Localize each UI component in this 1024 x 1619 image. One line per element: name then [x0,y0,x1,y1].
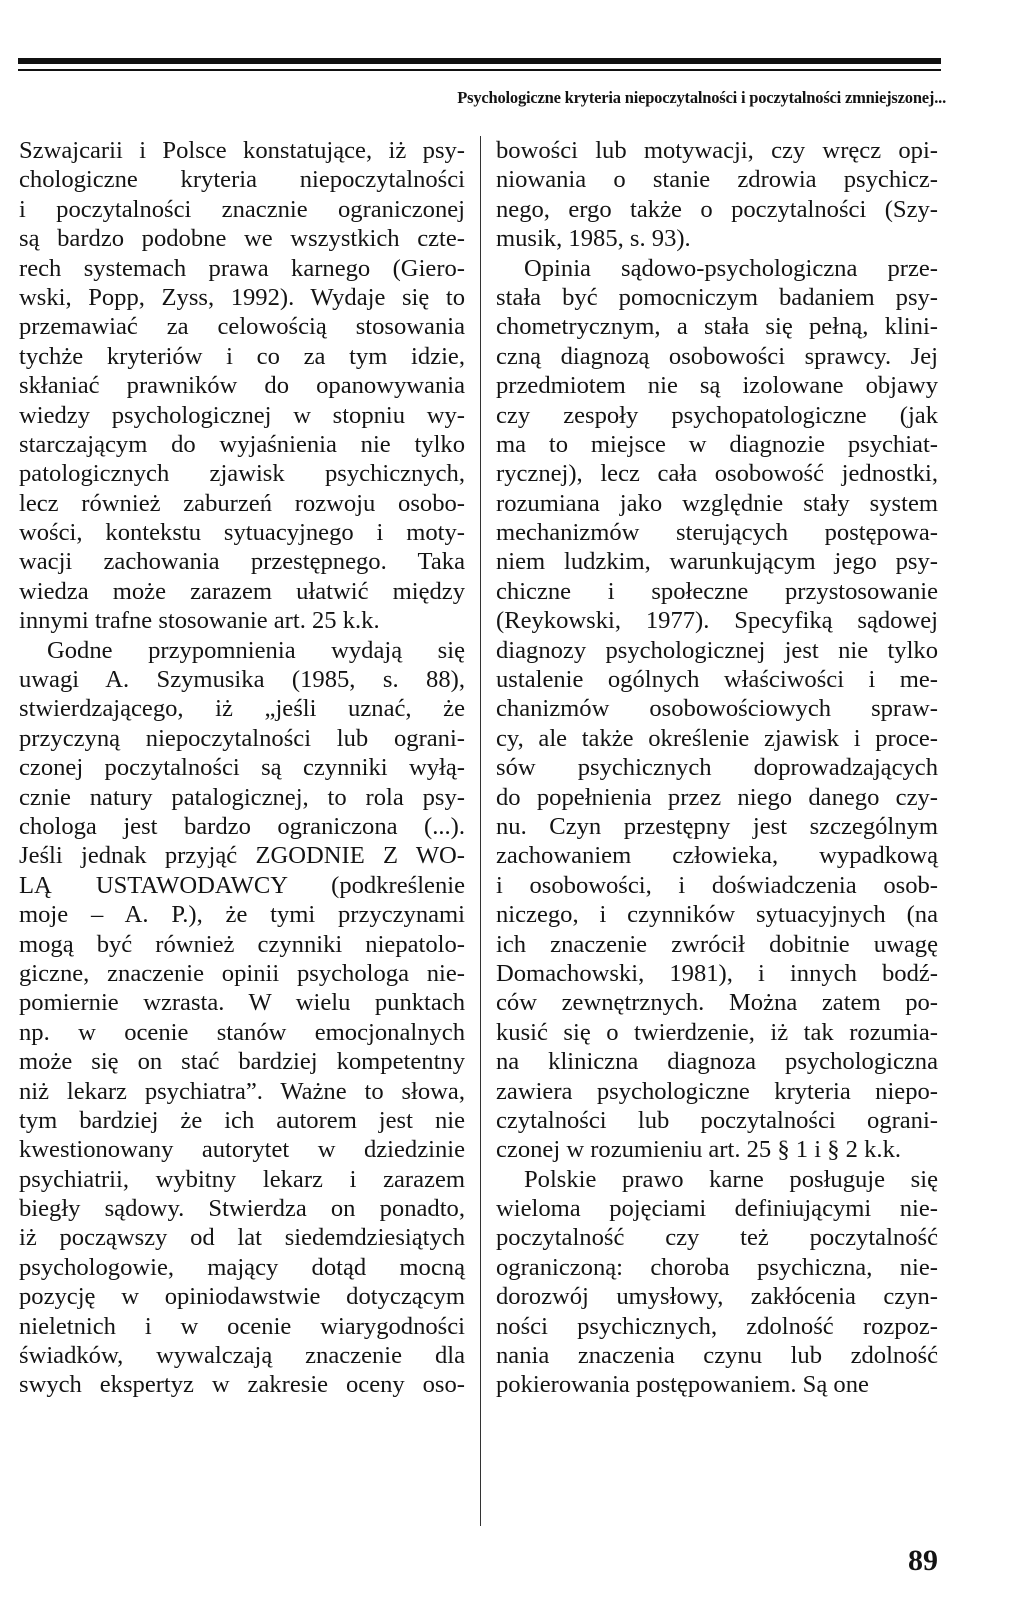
text-line: bowości lub motywacji, czy wręcz opi- [496,137,938,164]
text-line: nania znaczenia czynu lub zdolność [496,1342,938,1370]
text-line: Jeśli jednak przyjąć ZGODNIE Z WO- [19,842,465,870]
text-line: cy, ale także określenie zjawisk i proce- [496,724,938,752]
text-line: wacji zachowania przestępnego. Taka [19,548,465,576]
text-line: wiedza może zarazem ułatwić między [19,577,465,605]
text-line: sów psychicznych doprowadzających [496,754,938,782]
text-line: świadków, wywalczają znaczenie dla [19,1342,465,1370]
text-line: ma to miejsce w diagnozie psychiat- [496,430,938,458]
text-line: niczego, i czynników sytuacyjnych (na [496,901,938,929]
text-line: tym bardziej że ich autorem jest nie [19,1106,465,1134]
text-line: np. w ocenie stanów emocjonalnych [19,1018,465,1046]
text-line: i poczytalności znacznie ograniczonej [19,195,465,223]
text-line: Godne przypomnienia wydają się [47,636,465,664]
text-line: może się on stać bardziej kompetentny [19,1048,465,1076]
text-line: pozycję w opiniodawstwie dotyczącym [19,1283,465,1311]
text-line: mogą być również czynniki niepatolo- [19,930,465,958]
text-line: lecz również zaburzeń rozwoju osobo- [19,489,465,517]
text-line: Szwajcarii i Polsce konstatujące, iż psy- [19,137,465,164]
text-line: nieletnich i w ocenie wiarygodności [19,1312,465,1340]
text-line: innymi trafne stosowanie art. 25 k.k. [19,607,380,635]
text-line: rozumiana jako względnie stały system [496,489,938,517]
text-line: niowania o stanie zdrowia psychicz- [496,166,938,194]
text-line: na kliniczna diagnoza psychologiczna [496,1048,938,1076]
text-line: Polskie prawo karne posługuje się [524,1165,938,1193]
text-line: ograniczoną: choroba psychiczna, nie- [496,1253,938,1281]
left-column [19,136,465,1400]
text-line: wiedzy psychologicznej w stopniu wy- [19,401,465,429]
text-line: i osobowości, i doświadczenia osob- [496,871,938,899]
text-line: niż lekarz psychiatra”. Ważne to słowa, [19,1077,465,1105]
text-line: giczne, znaczenie opinii psychologa nie- [19,959,465,987]
text-line: przedmiotem nie są izolowane objawy [496,372,938,400]
text-line: przemawiać za celowością stosowania [19,313,465,341]
text-line: do popełnienia przez niego danego czy- [496,783,938,811]
text-line: stała być pomocniczym badaniem psy- [496,283,938,311]
text-line: chiczne i społeczne przystosowanie [496,577,938,605]
text-line: psychologowie, mający dotąd mocną [19,1253,465,1281]
text-line: iż począwszy od lat siedemdziesiątych [19,1224,465,1252]
text-line: patologicznych zjawisk psychicznych, [19,460,465,488]
header-rule-thin [18,69,941,71]
text-line: ności psychicznych, zdolność rozpoz- [496,1312,938,1340]
text-line: chologiczne kryteria niepoczytalności [19,166,465,194]
header-rule-thick [18,58,941,64]
text-line: swych ekspertyz w zakresie oceny oso- [19,1371,465,1399]
text-line: moje – A. P.), że tymi przyczynami [19,901,465,929]
text-line: starczającym do wyjaśnienia nie tylko [19,430,465,458]
text-line: wieloma pojęciami definiującymi nie- [496,1195,938,1223]
text-line: uwagi A. Szymusika (1985, s. 88), [19,666,465,694]
text-line: (Reykowski, 1977). Specyfiką sądowej [496,607,938,635]
text-line: ustalenie ogólnych właściwości i me- [496,666,938,694]
text-line: czy zespoły psychopatologiczne (jak [496,401,938,429]
text-line: tychże kryteriów i co za tym idzie, [19,342,465,370]
text-line: ich znaczenie zwrócił dobitnie uwagę [496,930,938,958]
column-divider [480,136,481,1526]
text-line: pomiernie wzrasta. W wielu punktach [19,989,465,1017]
text-line: niem ludzkim, warunkującym jego psy- [496,548,938,576]
text-line: kusić się o twierdzenie, iż tak rozumia- [496,1018,938,1046]
text-line: czonej poczytalności są czynniki wyłą- [19,754,465,782]
text-line: chanizmów osobowościowych spraw- [496,695,938,723]
right-column [496,136,938,1400]
text-line: cznie natury patalogicznej, to rola psy- [19,783,465,811]
text-line: musik, 1985, s. 93). [496,225,691,253]
running-head: Psychologiczne kryteria niepoczytalności i poczytalności zmniejszonej... [457,88,946,107]
text-line: poczytalność czy też poczytalność [496,1224,938,1252]
text-line: biegły sądowy. Stwierdza on ponadto, [19,1195,465,1223]
text-line: są bardzo podobne we wszystkich czte- [19,225,465,253]
text-line: nu. Czyn przestępny jest szczególnym [496,812,938,840]
text-line: kwestionowany autorytet w dziedzinie [19,1136,465,1164]
text-line: mechanizmów sterujących postępowa- [496,519,938,547]
text-line: czonej w rozumieniu art. 25 § 1 i § 2 k.k. [496,1136,902,1164]
text-line: skłaniać prawników do opanowywania [19,372,465,400]
text-line: wości, kontekstu sytuacyjnego i moty- [19,519,465,547]
text-line: Domachowski, 1981), i innych bodź- [496,959,938,987]
text-line: chometrycznym, a stała się pełną, klini- [496,313,938,341]
text-line: stwierdzającego, iż „jeśli uznać, że [19,695,465,723]
text-line: pokierowania postępowaniem. Są one [496,1371,869,1399]
text-line: psychiatrii, wybitny lekarz i zarazem [19,1165,465,1193]
text-line: diagnozy psychologicznej jest nie tylko [496,636,938,664]
text-line: zawiera psychologiczne kryteria niepo- [496,1077,938,1105]
text-line: rycznej), lecz cała osobowość jednostki, [496,460,938,488]
page-number: 89 [908,1544,938,1577]
text-line: dorozwój umysłowy, zakłócenia czyn- [496,1283,938,1311]
text-line: rech systemach prawa karnego (Giero- [19,254,465,282]
text-line: LĄ USTAWODAWCY (podkreślenie [19,871,465,899]
text-line: przyczyną niepoczytalności lub ograni- [19,724,465,752]
text-line: czną diagnozą osobowości sprawcy. Jej [496,342,938,370]
text-line: czytalności lub poczytalności ograni- [496,1106,938,1134]
text-line: nego, ergo także o poczytalności (Szy- [496,195,938,223]
text-line: wski, Popp, Zyss, 1992). Wydaje się to [19,283,465,311]
text-line: ców zewnętrznych. Można zatem po- [496,989,938,1017]
text-line: zachowaniem człowieka, wypadkową [496,842,938,870]
text-line: chologa jest bardzo ograniczona (...). [19,812,465,840]
text-line: Opinia sądowo-psychologiczna prze- [524,254,938,282]
